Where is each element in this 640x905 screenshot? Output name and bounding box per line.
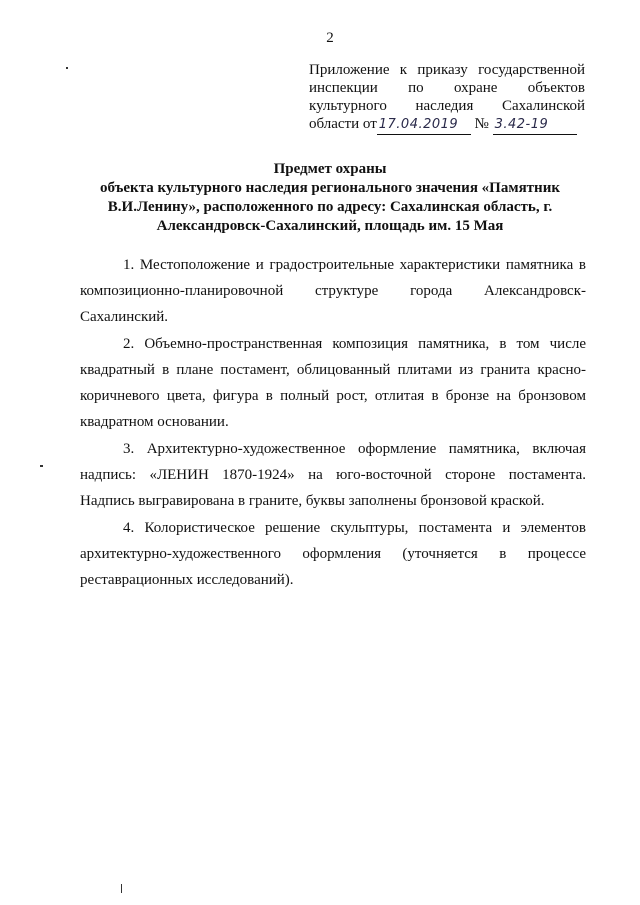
- item-paragraph-2: 2. Объемно-пространственная композиция памятника, в том числе квадратный в плане постамент, облицованный плитами из гранита красно-коричневого цвета, фигура в полный рост, отлитая в бронзе на бронзовом квадратном основании.: [80, 336, 586, 430]
- title-line-3: В.И.Ленину», расположенного по адресу: Сахалинская область, г.: [107, 199, 553, 215]
- item-paragraph-3: 3. Архитектурно-художественное оформление памятника, включая надпись: «ЛЕНИН 1870-1924» на юго-восточной стороне постамента. Надпись выгравирована в граните, буквы заполнены бронзовой краской.: [80, 441, 586, 509]
- item-paragraph-4: 4. Колористическое решение скульптуры, постамента и элементов архитектурно-художественного оформления (уточняется в процессе реставрационных исследований).: [80, 520, 586, 588]
- appendix-header: [309, 61, 585, 135]
- handwritten-order-number: 3.42-19: [493, 116, 577, 135]
- page-number: 2: [326, 30, 334, 46]
- item-paragraph-1: 1. Местоположение и градостроительные характеристики памятника в композиционно-планировочной структуре города Александровск-Сахалинский.: [80, 257, 586, 325]
- scan-speck: [40, 465, 43, 467]
- handwritten-date: 17.04.2019: [377, 116, 471, 135]
- appendix-line-4: [309, 115, 585, 135]
- title-line-4: Александровск-Сахалинский, площадь им. 15 Мая: [156, 218, 504, 234]
- number-label: №: [474, 116, 489, 132]
- appendix-line-2: инспекции по охране объектов: [309, 80, 585, 96]
- title-line-1: Предмет охраны: [273, 161, 387, 177]
- appendix-line-3: культурного наследия Сахалинской: [309, 98, 585, 114]
- appendix-date-prefix: области от: [309, 116, 377, 132]
- document-title: [60, 160, 600, 236]
- document-body: [80, 252, 586, 594]
- scan-speck: [66, 67, 68, 69]
- scan-speck: [121, 884, 122, 893]
- title-line-2: объекта культурного наследия регионального значения «Памятник: [100, 180, 560, 196]
- appendix-line-1: Приложение к приказу государственной: [309, 62, 585, 78]
